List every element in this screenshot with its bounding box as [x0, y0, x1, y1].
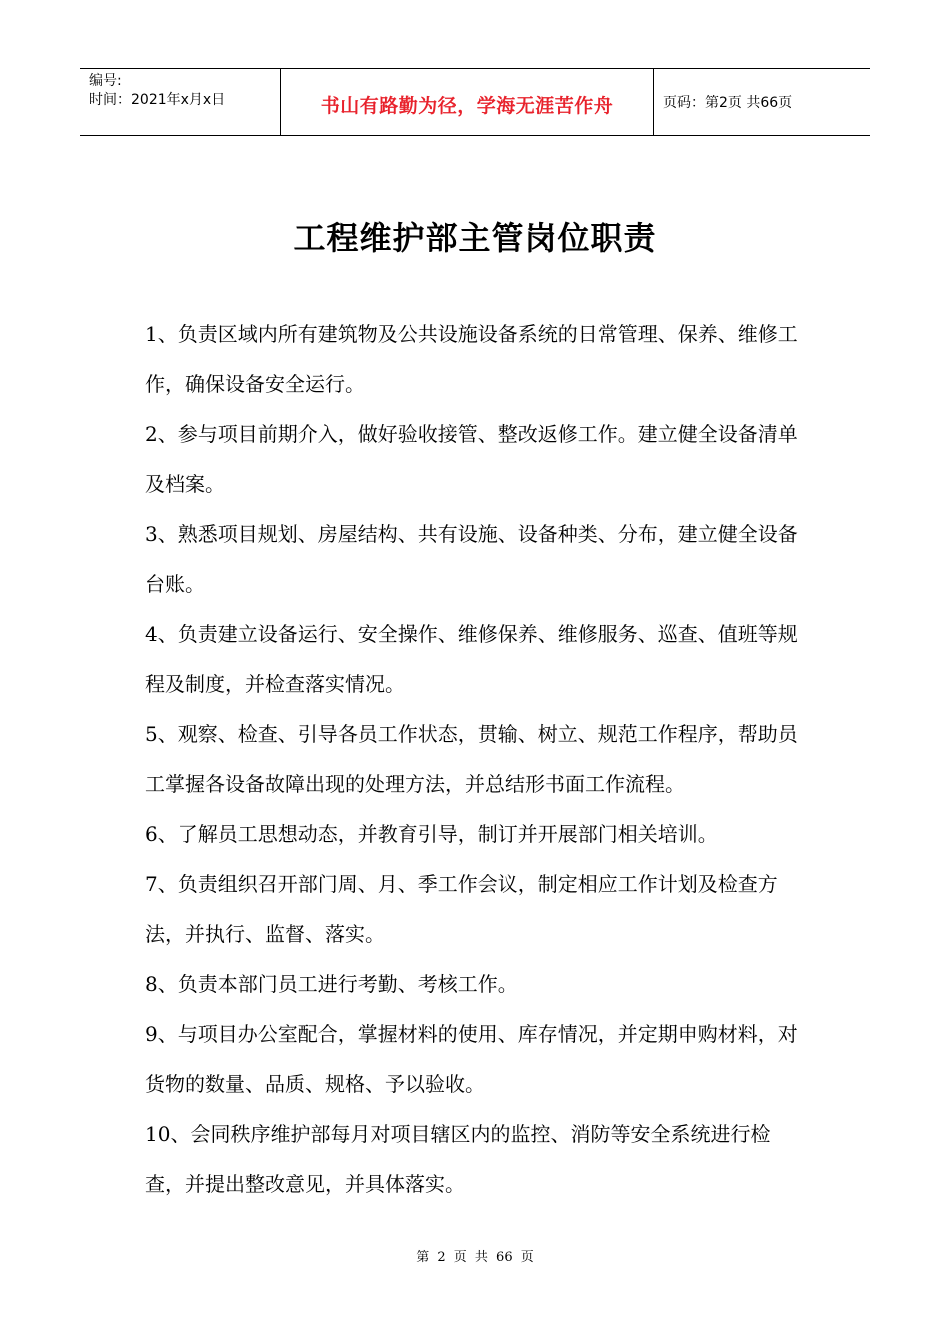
duty-paragraph-5: 5、观察、检查、引导各员工作状态，贯输、树立、规范工作程序，帮助员工掌握各设备故障出现的处理方法，并总结形书面工作流程。 — [145, 722, 798, 796]
duty-paragraph-10: 10、会同秩序维护部每月对项目辖区内的监控、消防等安全系统进行检查，并提出整改意见，并具体落实。 — [145, 1122, 771, 1196]
duty-paragraph-2: 2、参与项目前期介入，做好验收接管、整改返修工作。建立健全设备清单及档案。 — [145, 422, 798, 496]
document-title: 工程维护部主管岗位职责 — [293, 219, 657, 257]
duty-paragraph-3: 3、熟悉项目规划、房屋结构、共有设施、设备种类、分布，建立健全设备台账。 — [145, 522, 798, 596]
header-motto-cell — [281, 69, 654, 135]
document-number-label: 编号: — [89, 73, 122, 89]
header-page-number: 页码：第2页 共66页 — [663, 95, 793, 111]
motto-text: 书山有路勤为径，学海无涯苦作舟 — [320, 94, 614, 117]
header-info-cell — [80, 69, 281, 135]
document-body — [145, 309, 810, 1209]
header-page-cell — [654, 69, 870, 135]
duty-paragraph-1: 1、负责区域内所有建筑物及公共设施设备系统的日常管理、保养、维修工作，确保设备安全运行。 — [145, 322, 798, 396]
duty-paragraph-8: 8、负责本部门员工进行考勤、考核工作。 — [145, 972, 518, 996]
duty-paragraph-4: 4、负责建立设备运行、安全操作、维修保养、维修服务、巡查、值班等规程及制度，并检查落实情况。 — [145, 622, 798, 696]
header-table — [80, 68, 870, 136]
duty-paragraph-7: 7、负责组织召开部门周、月、季工作会议，制定相应工作计划及检查方法，并执行、监督、落实。 — [145, 872, 778, 946]
duty-paragraph-9: 9、与项目办公室配合，掌握材料的使用、库存情况，并定期申购材料，对货物的数量、品质、规格、予以验收。 — [145, 1022, 798, 1096]
duty-paragraph-6: 6、了解员工思想动态，并教育引导，制订并开展部门相关培训。 — [145, 822, 718, 846]
document-date-label: 时间：2021年x月x日 — [89, 92, 226, 108]
page-footer: 第 2 页 共 66 页 — [416, 1250, 534, 1265]
